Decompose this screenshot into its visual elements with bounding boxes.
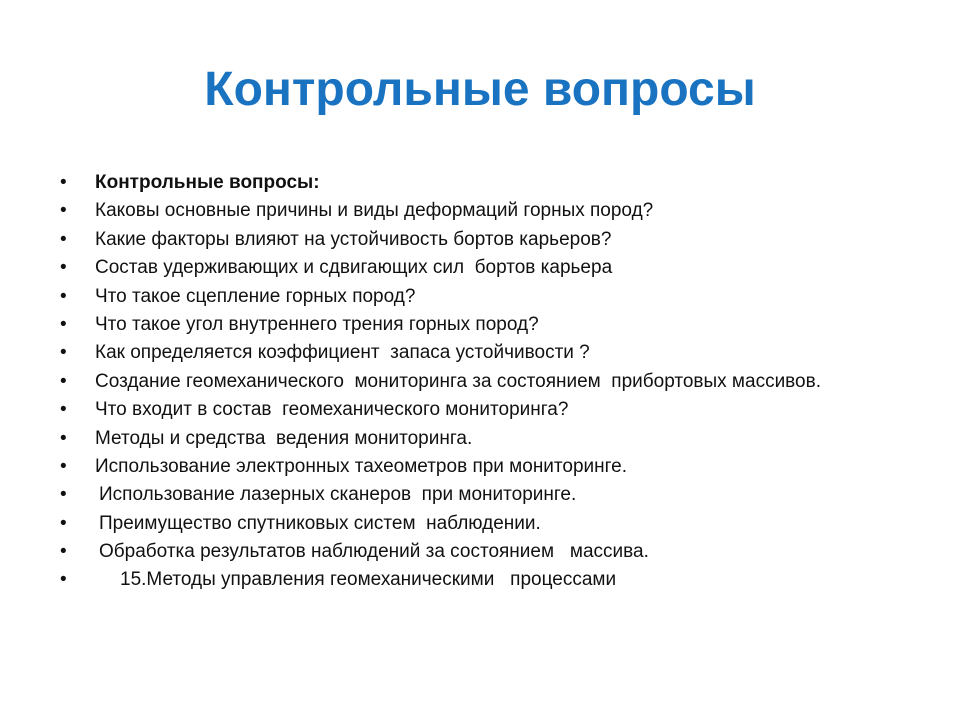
bullet-icon: •: [60, 541, 67, 563]
bullet-icon: •: [60, 370, 67, 392]
list-item: [60, 428, 880, 449]
list-item: [60, 229, 880, 250]
list-item-text: Состав удерживающих и сдвигающих сил бортов карьера: [95, 257, 613, 279]
list-item: [60, 569, 880, 590]
bullet-icon: •: [60, 484, 67, 506]
list-item-text: Каковы основные причины и виды деформаций горных пород?: [95, 200, 654, 222]
list-item: [60, 484, 880, 505]
bullet-icon: •: [60, 569, 67, 591]
bullet-icon: •: [60, 313, 67, 335]
list-item: [60, 342, 880, 363]
list-item-text: Создание геомеханического мониторинга за состоянием прибортовых массивов.: [95, 370, 821, 392]
slide-title: Контрольные вопросы: [204, 63, 756, 116]
bullet-icon: •: [60, 228, 67, 250]
questions-list: [60, 172, 880, 598]
bullet-icon: •: [60, 285, 67, 307]
list-item-text: Как определяется коэффициент запаса устойчивости ?: [95, 342, 590, 364]
list-item: [60, 371, 880, 392]
list-item-text: Что такое сцепление горных пород?: [95, 285, 416, 307]
bullet-icon: •: [60, 257, 67, 279]
list-item: [60, 286, 880, 307]
list-item: [60, 456, 880, 477]
bullet-icon: •: [60, 200, 67, 222]
bullet-icon: •: [60, 172, 67, 193]
bullet-icon: •: [60, 342, 67, 364]
bullet-icon: •: [60, 399, 67, 421]
bullet-icon: •: [60, 512, 67, 534]
list-item: [60, 257, 880, 278]
list-item: [60, 399, 880, 420]
list-item-text: Что входит в состав геомеханического мониторинга?: [95, 399, 569, 421]
list-item: [60, 172, 880, 193]
list-item-text: Обработка результатов наблюдений за состоянием массива.: [99, 541, 649, 563]
list-item-text: Что такое угол внутреннего трения горных пород?: [95, 313, 539, 335]
list-item: [60, 541, 880, 562]
bullet-icon: •: [60, 427, 67, 449]
list-item-text: Использование лазерных сканеров при мониторинге.: [99, 484, 577, 506]
list-item: [60, 314, 880, 335]
list-item-text: Преимущество спутниковых систем наблюдении.: [99, 512, 541, 534]
list-item-text: Какие факторы влияют на устойчивость бортов карьеров?: [95, 228, 612, 250]
list-item: [60, 200, 880, 221]
list-item-text: Контрольные вопросы:: [95, 172, 320, 193]
bullet-icon: •: [60, 455, 67, 477]
list-item: [60, 513, 880, 534]
list-item-text: Использование электронных тахеометров при мониторинге.: [95, 455, 628, 477]
list-item-text: Методы и средства ведения мониторинга.: [95, 427, 473, 449]
list-item-text: 15.Методы управления геомеханическими процессами: [120, 569, 617, 591]
